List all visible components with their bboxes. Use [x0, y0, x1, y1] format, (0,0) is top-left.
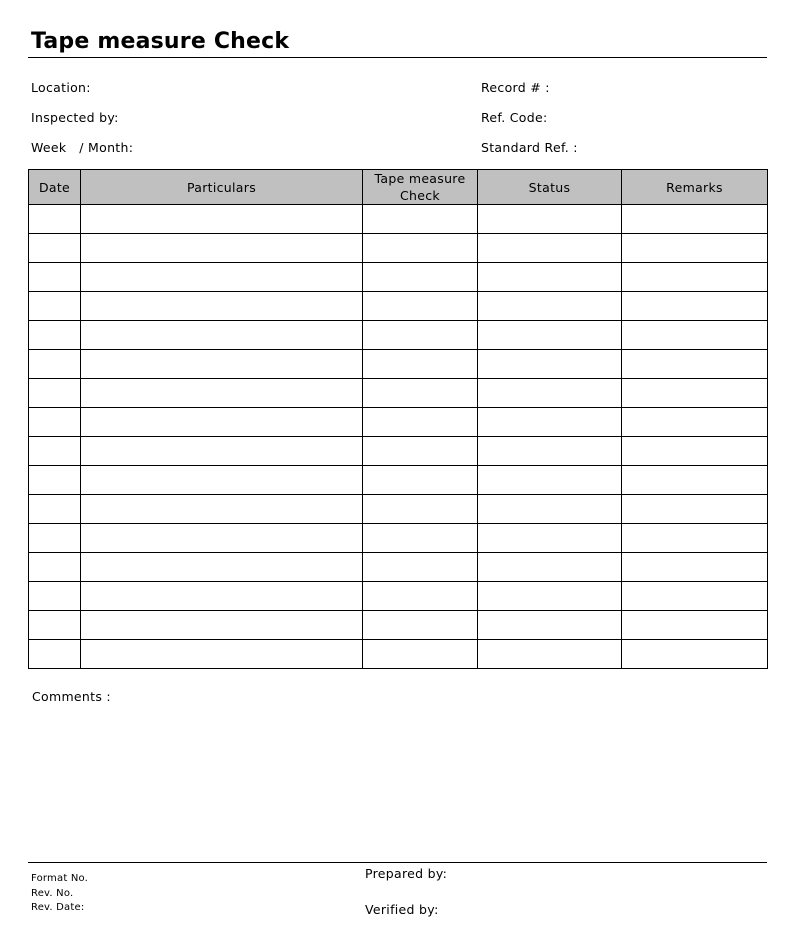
date-cell[interactable] [29, 234, 81, 263]
date-cell[interactable] [29, 466, 81, 495]
table-row [29, 292, 768, 321]
status-cell[interactable] [478, 611, 622, 640]
remarks-cell[interactable] [622, 466, 768, 495]
tape-measure-check-cell[interactable] [363, 466, 478, 495]
particulars-cell[interactable] [81, 379, 363, 408]
status-cell[interactable] [478, 205, 622, 234]
status-cell[interactable] [478, 379, 622, 408]
table-row [29, 408, 768, 437]
tape-measure-check-cell[interactable] [363, 640, 478, 669]
inspected-by-label: Inspected by: [31, 110, 119, 125]
remarks-cell[interactable] [622, 205, 768, 234]
date-cell[interactable] [29, 524, 81, 553]
status-cell[interactable] [478, 321, 622, 350]
column-header-particulars: Particulars [81, 170, 363, 205]
remarks-cell[interactable] [622, 350, 768, 379]
column-header-remarks: Remarks [622, 170, 768, 205]
week-month-label: Week / Month: [31, 140, 134, 155]
remarks-cell[interactable] [622, 553, 768, 582]
date-cell[interactable] [29, 321, 81, 350]
column-header-tape-measure-check: Tape measure Check [363, 170, 478, 205]
remarks-cell[interactable] [622, 524, 768, 553]
status-cell[interactable] [478, 640, 622, 669]
table-body [29, 205, 768, 669]
remarks-cell[interactable] [622, 640, 768, 669]
particulars-cell[interactable] [81, 263, 363, 292]
tape-measure-check-cell[interactable] [363, 379, 478, 408]
rev-no-label: Rev. No. [31, 888, 74, 899]
table-row [29, 205, 768, 234]
tape-measure-check-cell[interactable] [363, 263, 478, 292]
remarks-cell[interactable] [622, 611, 768, 640]
table-row [29, 466, 768, 495]
comments-label: Comments : [32, 689, 111, 704]
date-cell[interactable] [29, 350, 81, 379]
status-cell[interactable] [478, 466, 622, 495]
status-cell[interactable] [478, 263, 622, 292]
format-no-label: Format No. [31, 873, 89, 884]
ref-code-label: Ref. Code: [481, 110, 548, 125]
tape-measure-check-cell[interactable] [363, 582, 478, 611]
table-row [29, 234, 768, 263]
particulars-cell[interactable] [81, 640, 363, 669]
location-label: Location: [31, 80, 91, 95]
tape-measure-check-cell[interactable] [363, 408, 478, 437]
particulars-cell[interactable] [81, 321, 363, 350]
tape-measure-check-cell[interactable] [363, 321, 478, 350]
status-cell[interactable] [478, 524, 622, 553]
prepared-by-label: Prepared by: [365, 866, 448, 881]
remarks-cell[interactable] [622, 437, 768, 466]
particulars-cell[interactable] [81, 437, 363, 466]
tape-measure-check-cell[interactable] [363, 292, 478, 321]
date-cell[interactable] [29, 640, 81, 669]
tape-measure-check-cell[interactable] [363, 611, 478, 640]
particulars-cell[interactable] [81, 292, 363, 321]
inspection-table [28, 169, 768, 669]
table-row [29, 379, 768, 408]
status-cell[interactable] [478, 292, 622, 321]
status-cell[interactable] [478, 553, 622, 582]
table-row [29, 321, 768, 350]
table-row [29, 640, 768, 669]
date-cell[interactable] [29, 437, 81, 466]
record-number-label: Record # : [481, 80, 550, 95]
title-divider [28, 57, 767, 58]
status-cell[interactable] [478, 350, 622, 379]
date-cell[interactable] [29, 611, 81, 640]
particulars-cell[interactable] [81, 466, 363, 495]
table-row [29, 495, 768, 524]
date-cell[interactable] [29, 263, 81, 292]
remarks-cell[interactable] [622, 292, 768, 321]
tape-measure-check-cell[interactable] [363, 350, 478, 379]
date-cell[interactable] [29, 582, 81, 611]
date-cell[interactable] [29, 495, 81, 524]
column-header-date: Date [29, 170, 81, 205]
table-row [29, 350, 768, 379]
table-row [29, 437, 768, 466]
particulars-cell[interactable] [81, 553, 363, 582]
date-cell[interactable] [29, 408, 81, 437]
remarks-cell[interactable] [622, 234, 768, 263]
rev-date-label: Rev. Date: [31, 902, 85, 913]
table-row [29, 611, 768, 640]
particulars-cell[interactable] [81, 205, 363, 234]
table-row [29, 524, 768, 553]
remarks-cell[interactable] [622, 379, 768, 408]
remarks-cell[interactable] [622, 321, 768, 350]
tape-measure-check-cell[interactable] [363, 437, 478, 466]
tape-measure-check-cell[interactable] [363, 495, 478, 524]
table-row [29, 263, 768, 292]
date-cell[interactable] [29, 379, 81, 408]
particulars-cell[interactable] [81, 408, 363, 437]
particulars-cell[interactable] [81, 524, 363, 553]
status-cell[interactable] [478, 582, 622, 611]
table-row [29, 553, 768, 582]
particulars-cell[interactable] [81, 234, 363, 263]
table-header-row [29, 170, 768, 205]
remarks-cell[interactable] [622, 408, 768, 437]
page-title: Tape measure Check [31, 29, 290, 54]
standard-ref-label: Standard Ref. : [481, 140, 578, 155]
status-cell[interactable] [478, 234, 622, 263]
remarks-cell[interactable] [622, 582, 768, 611]
table-row [29, 582, 768, 611]
particulars-cell[interactable] [81, 611, 363, 640]
verified-by-label: Verified by: [365, 902, 439, 917]
tape-measure-check-cell[interactable] [363, 553, 478, 582]
date-cell[interactable] [29, 292, 81, 321]
status-cell[interactable] [478, 437, 622, 466]
status-cell[interactable] [478, 495, 622, 524]
status-cell[interactable] [478, 408, 622, 437]
column-header-status: Status [478, 170, 622, 205]
remarks-cell[interactable] [622, 263, 768, 292]
footer-divider [28, 862, 767, 863]
tape-measure-check-cell[interactable] [363, 524, 478, 553]
date-cell[interactable] [29, 205, 81, 234]
tape-measure-check-cell[interactable] [363, 234, 478, 263]
tape-measure-check-cell[interactable] [363, 205, 478, 234]
particulars-cell[interactable] [81, 495, 363, 524]
remarks-cell[interactable] [622, 495, 768, 524]
particulars-cell[interactable] [81, 350, 363, 379]
particulars-cell[interactable] [81, 582, 363, 611]
date-cell[interactable] [29, 553, 81, 582]
